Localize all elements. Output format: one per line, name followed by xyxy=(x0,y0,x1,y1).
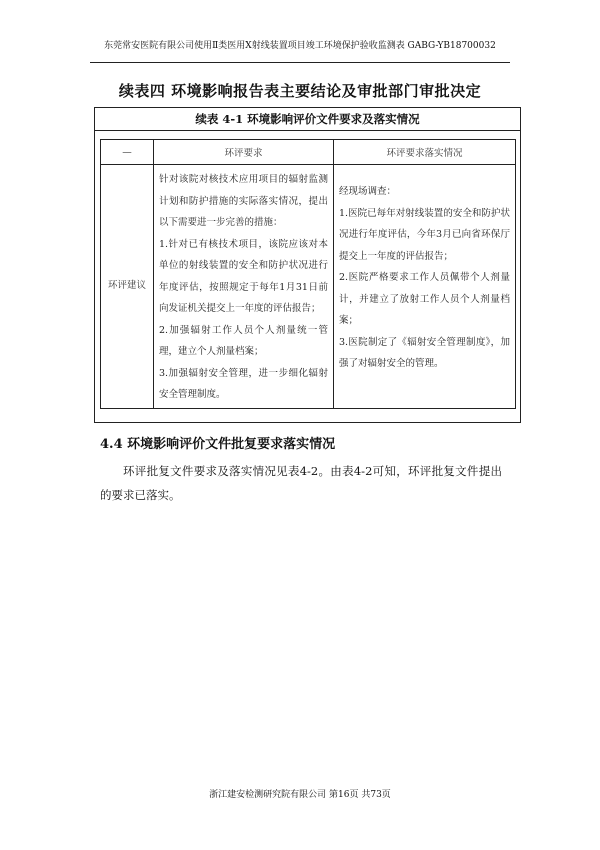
page-header xyxy=(90,38,510,63)
requirement-item: 2.加强辐射工作人员个人剂量统一管理，建立个人剂量档案； xyxy=(159,324,328,357)
requirements-cell xyxy=(154,165,334,409)
header-cell-implementation: 环评要求落实情况 xyxy=(334,140,516,165)
requirement-intro: 针对该院对核技术应用项目的辐射监测计划和防护措施的实际落实情况，提出以下需要进一步完善的措施： xyxy=(159,174,328,228)
table-header-row xyxy=(101,140,516,165)
page-title: 续表四 环境影响报告表主要结论及审批部门审批决定 xyxy=(118,82,482,100)
requirement-item: 1.针对已有核技术项目，该院应该对本单位的射线装置的安全和防护状况进行年度评估，按照规定于每年1月31日前向发证机关提交上一年度的评估报告； xyxy=(159,238,328,314)
table-row xyxy=(101,165,516,409)
implementation-item: 1.医院已每年对射线装置的安全和防护状况进行年度评估，今年3月已向省环保厅提交上一年度的评估报告； xyxy=(339,207,510,262)
section-heading: 4.4 环境影响评价文件批复要求落实情况 xyxy=(100,437,336,452)
page-footer xyxy=(0,787,600,800)
implementation-item: 3.医院制定了《辐射安全管理制度》，加强了对辐射安全的管理。 xyxy=(339,336,510,369)
requirement-item: 3.加强辐射安全管理，进一步细化辐射安全管理制度。 xyxy=(159,367,328,400)
header-text: 东莞常安医院有限公司使用Ⅱ类医用X射线装置项目竣工环境保护验收监测表 GABG-YB18700032 xyxy=(104,41,496,51)
requirements-table xyxy=(100,139,516,409)
section-paragraph: 环评批复文件要求及落实情况见表4-2。由表4-2可知，环评批复文件提出的要求已落实。 xyxy=(100,464,502,502)
footer-text: 浙江建安检测研究院有限公司 第16页 共73页 xyxy=(209,790,391,800)
implementation-intro: 经现场调查： xyxy=(339,186,397,197)
row-label: 环评建议 xyxy=(101,165,154,409)
implementation-cell xyxy=(334,165,516,409)
implementation-item: 2.医院严格要求工作人员佩带个人剂量计，并建立了放射工作人员个人剂量档案； xyxy=(339,272,510,326)
table-title: 续表 4-1 环境影响评价文件要求及落实情况 xyxy=(95,108,520,131)
header-cell-empty: — xyxy=(101,140,154,165)
table-frame xyxy=(94,107,521,423)
header-cell-requirements: 环评要求 xyxy=(154,140,334,165)
